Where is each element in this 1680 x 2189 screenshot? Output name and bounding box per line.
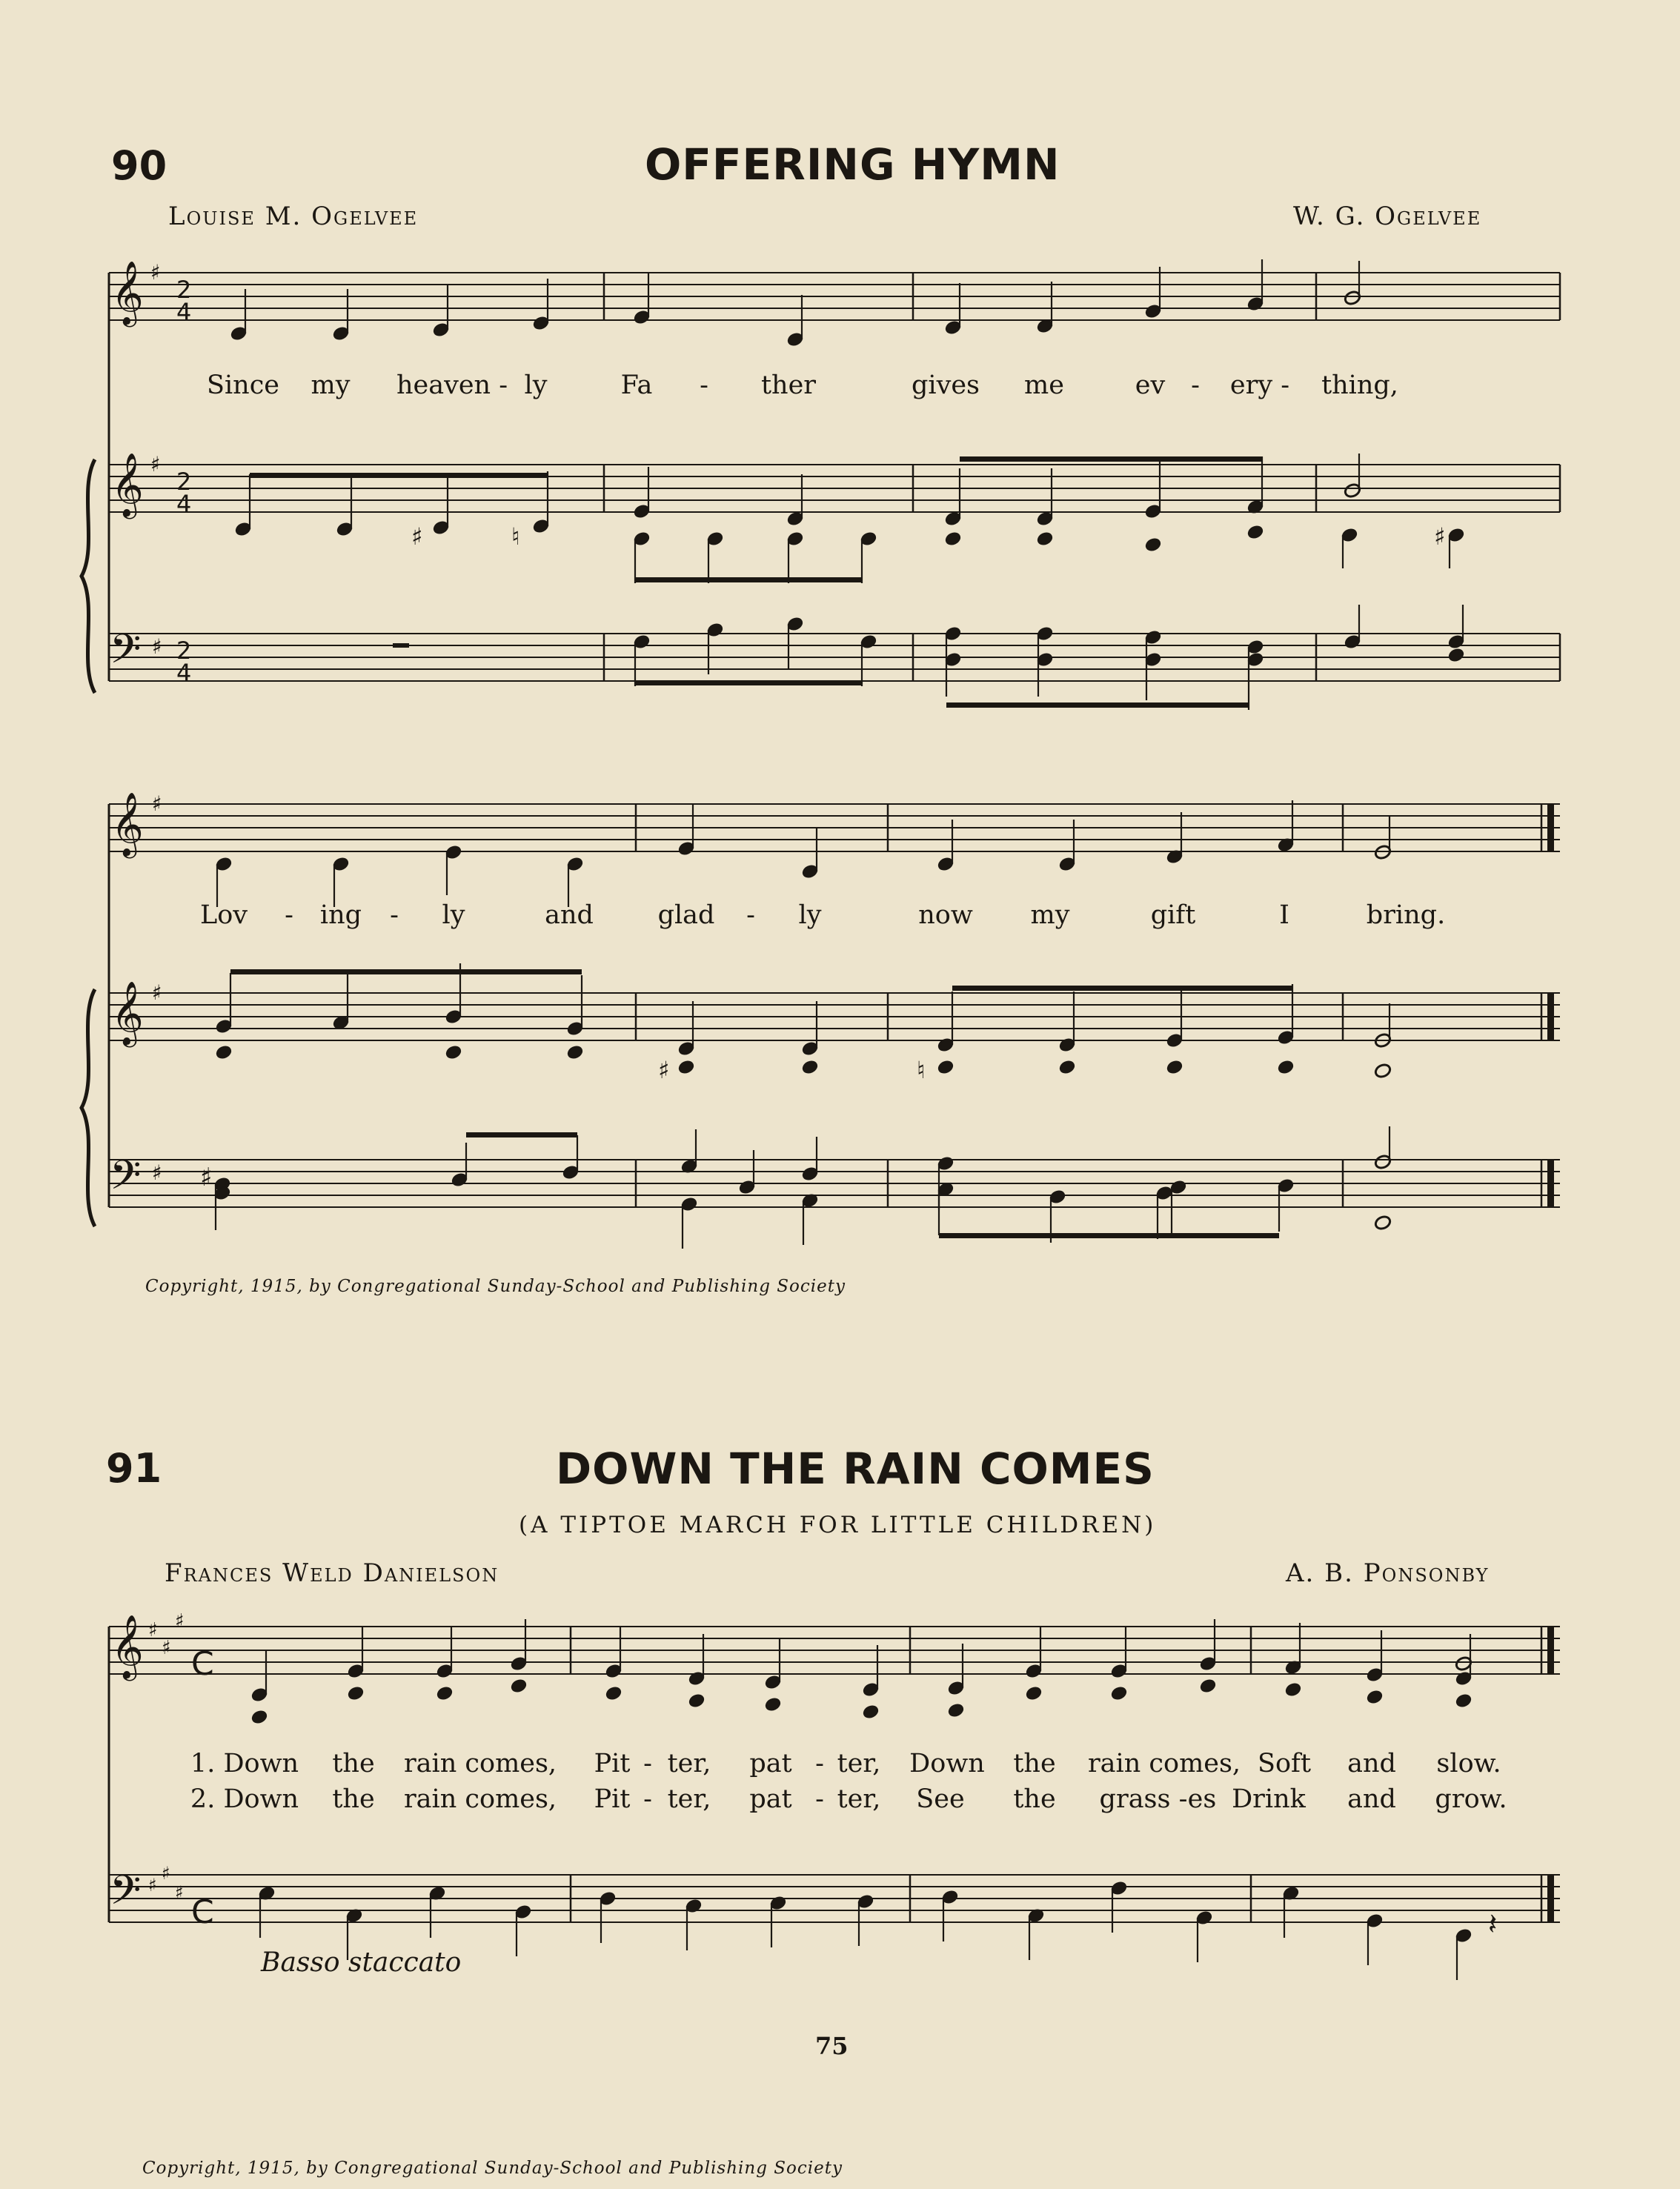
- note-head: [1246, 524, 1264, 540]
- lyric-syllable: 1. Down: [190, 1749, 299, 1778]
- final-bar-line: [1547, 1627, 1554, 1674]
- key-signature-sharp: ♯: [148, 1875, 157, 1896]
- lyric-syllable: -: [1191, 371, 1200, 400]
- note-head: [1284, 1681, 1302, 1698]
- note-head: [250, 1709, 268, 1725]
- quarter-rest: 𝄽: [1488, 1907, 1498, 1941]
- beam: [635, 577, 862, 582]
- note-head: [1166, 1059, 1183, 1075]
- note-head: [1036, 531, 1054, 547]
- beam: [635, 680, 862, 685]
- note-head: [1025, 1685, 1043, 1701]
- hymn-number-91: 91: [106, 1445, 162, 1492]
- note-head: [1374, 1063, 1392, 1079]
- bass-clef: 𝄢: [110, 625, 142, 682]
- lyric-syllable: I: [1279, 900, 1289, 930]
- lyric-syllable: -: [643, 1784, 652, 1814]
- sharp-accidental: ♯: [411, 522, 423, 551]
- lyric-syllable: the: [332, 1784, 375, 1814]
- lyric-syllable: now: [918, 900, 973, 930]
- note-head: [944, 531, 962, 547]
- lyric-syllable: heaven -: [396, 371, 508, 400]
- lyric-syllable: -: [643, 1749, 652, 1778]
- lyricist-90: Louise M. Ogelvee: [168, 202, 419, 231]
- lyric-syllable: ter,: [837, 1749, 881, 1778]
- lyric-syllable: -: [815, 1749, 824, 1778]
- lyric-syllable: rain comes,: [1087, 1749, 1241, 1778]
- brace: [82, 459, 95, 693]
- note-head: [764, 1696, 782, 1713]
- treble-clef: 𝄞: [111, 261, 144, 325]
- lyric-syllable: -: [390, 900, 399, 930]
- lyric-syllable: thing,: [1321, 371, 1398, 400]
- lyric-syllable: -: [815, 1784, 824, 1814]
- lyric-syllable: ing: [319, 900, 362, 930]
- copyright-90: Copyright, 1915, by Congregational Sunday-School and Publishing Society: [145, 1277, 846, 1296]
- natural-accidental: ♮: [917, 1056, 926, 1084]
- bass-clef: 𝄢: [110, 1152, 142, 1209]
- final-bar-line: [1547, 1160, 1554, 1207]
- key-signature-sharp: ♯: [152, 791, 162, 816]
- lyric-syllable: my: [1030, 900, 1070, 930]
- final-bar-line: [1547, 993, 1554, 1040]
- treble-clef: 𝄞: [111, 792, 144, 856]
- sharp-accidental: ♯: [1434, 522, 1446, 551]
- lyric-syllable: and: [545, 900, 594, 930]
- lyric-syllable: gives: [911, 371, 980, 400]
- note-head: [1110, 1685, 1128, 1701]
- time-signature: 2: [176, 468, 192, 496]
- note-head: [1366, 1689, 1384, 1705]
- time-signature: 4: [176, 659, 192, 687]
- brace: [82, 989, 95, 1226]
- beam: [250, 473, 548, 478]
- lyric-syllable: slow.: [1436, 1749, 1501, 1778]
- time-signature: C: [191, 1645, 214, 1683]
- treble-clef: 𝄞: [111, 453, 144, 516]
- hymn-number-90: 90: [111, 142, 167, 189]
- note-head: [1144, 537, 1162, 553]
- key-signature-sharp: ♯: [152, 980, 162, 1005]
- bass-clef: 𝄢: [110, 1867, 142, 1924]
- note-head: [862, 1704, 880, 1720]
- key-signature-sharp: ♯: [150, 260, 161, 285]
- lyric-syllable: es: [1187, 1784, 1217, 1814]
- lyric-syllable: grass -: [1099, 1784, 1188, 1814]
- note-head: [1277, 1059, 1295, 1075]
- lyric-syllable: the: [1013, 1749, 1056, 1778]
- hymn-title-91: DOWN THE RAIN COMES: [556, 1444, 1155, 1494]
- lyric-syllable: Since: [206, 371, 280, 400]
- lyric-syllable: bring.: [1366, 900, 1446, 930]
- key-signature-sharp: ♯: [175, 1882, 184, 1903]
- beam: [466, 1132, 577, 1137]
- lyric-syllable: ter,: [667, 1784, 711, 1814]
- lyric-syllable: me: [1024, 371, 1064, 400]
- lyric-syllable: and: [1347, 1749, 1396, 1778]
- lyric-syllable: -: [746, 900, 755, 930]
- lyricist-91: Frances Weld Danielson: [165, 1558, 499, 1588]
- time-signature: 4: [176, 490, 192, 518]
- lyric-syllable: Lov: [199, 900, 248, 930]
- note-head: [1199, 1678, 1217, 1694]
- key-signature-sharp: ♯: [162, 1863, 170, 1884]
- lyric-syllable: ther: [760, 371, 817, 400]
- note-head: [677, 1059, 695, 1075]
- beam: [952, 986, 1292, 991]
- lyric-syllable: Pit: [594, 1749, 631, 1778]
- note-head: [605, 1685, 622, 1701]
- note-head: [445, 1044, 462, 1060]
- lyric-syllable: the: [332, 1749, 375, 1778]
- note-head: [947, 1702, 965, 1718]
- note-head: [1058, 1059, 1076, 1075]
- half-rest: [393, 643, 409, 648]
- lyric-syllable: ly: [442, 900, 465, 930]
- time-signature: 2: [176, 637, 192, 665]
- note-head: [215, 1044, 233, 1060]
- lyric-syllable: ter,: [837, 1784, 881, 1814]
- lyric-syllable: See: [916, 1784, 965, 1814]
- lyric-syllable: Drink: [1232, 1784, 1306, 1814]
- lyric-syllable: -: [285, 900, 293, 930]
- natural-accidental: ♮: [511, 522, 520, 551]
- beam: [939, 1233, 1279, 1238]
- final-bar-line: [1547, 1875, 1554, 1922]
- lyric-syllable: gift: [1150, 900, 1196, 930]
- treble-clef: 𝄞: [111, 1615, 144, 1678]
- lyric-syllable: my: [311, 371, 351, 400]
- note-head: [1374, 1215, 1392, 1231]
- sharp-accidental: ♯: [658, 1056, 670, 1084]
- key-signature-sharp: ♯: [148, 1619, 158, 1641]
- key-signature-sharp: ♯: [162, 1637, 171, 1659]
- composer-91: A. B. Ponsonby: [1286, 1558, 1490, 1588]
- sharp-accidental: ♯: [200, 1163, 213, 1192]
- lyric-syllable: 2. Down: [190, 1784, 299, 1814]
- time-signature: C: [191, 1893, 214, 1931]
- lyric-syllable: -: [700, 371, 708, 400]
- key-signature-sharp: ♯: [152, 634, 162, 659]
- note-head: [801, 1059, 819, 1075]
- treble-clef: 𝄞: [111, 981, 144, 1045]
- note-head: [566, 1044, 584, 1060]
- hymn-subtitle-91: (A TIPTOE MARCH FOR LITTLE CHILDREN): [519, 1512, 1157, 1538]
- copyright-91: Copyright, 1915, by Congregational Sunday-School and Publishing Society: [142, 2159, 843, 2178]
- lyric-syllable: and: [1347, 1784, 1396, 1814]
- staff-lines: [82, 273, 1560, 1922]
- note-head: [347, 1685, 365, 1701]
- lyric-syllable: glad: [657, 900, 715, 930]
- lyric-syllable: rain comes,: [403, 1749, 557, 1778]
- lyric-syllable: grow.: [1435, 1784, 1507, 1814]
- composer-90: W. G. Ogelvee: [1293, 202, 1482, 231]
- lyric-syllable: ly: [524, 371, 548, 400]
- beam: [230, 969, 582, 974]
- time-signature: 2: [176, 276, 192, 304]
- lyric-syllable: ery -: [1229, 371, 1290, 400]
- key-signature-sharp: ♯: [152, 1160, 162, 1185]
- beam: [960, 456, 1262, 462]
- lyric-syllable: Fa: [620, 371, 653, 400]
- time-signature: 4: [176, 298, 192, 326]
- page-number: 75: [815, 2032, 849, 2060]
- note-head: [436, 1685, 454, 1701]
- lyric-syllable: rain comes,: [403, 1784, 557, 1814]
- note-head: [510, 1678, 528, 1694]
- key-signature-sharp: ♯: [175, 1610, 185, 1632]
- lyric-syllable: ly: [798, 900, 822, 930]
- note-head: [1455, 1693, 1473, 1709]
- key-signature-sharp: ♯: [150, 452, 161, 476]
- lyric-syllable: ter,: [667, 1749, 711, 1778]
- basso-staccato-direction: Basso staccato: [261, 1947, 462, 1978]
- note-head: [1447, 647, 1465, 663]
- lyric-syllable: pat: [749, 1784, 792, 1814]
- lyric-syllable: the: [1013, 1784, 1056, 1814]
- final-bar-line: [1547, 804, 1554, 851]
- lyric-syllable: pat: [749, 1749, 792, 1778]
- note-head: [937, 1059, 954, 1075]
- lyric-syllable: Down: [909, 1749, 985, 1778]
- lyric-syllable: Soft: [1257, 1749, 1312, 1778]
- note-heads: [213, 259, 1473, 1980]
- hymn-title-90: OFFERING HYMN: [645, 139, 1060, 190]
- note-head: [688, 1693, 705, 1709]
- beam: [946, 702, 1249, 708]
- lyric-syllable: ev: [1135, 371, 1166, 400]
- lyric-syllable: Pit: [594, 1784, 631, 1814]
